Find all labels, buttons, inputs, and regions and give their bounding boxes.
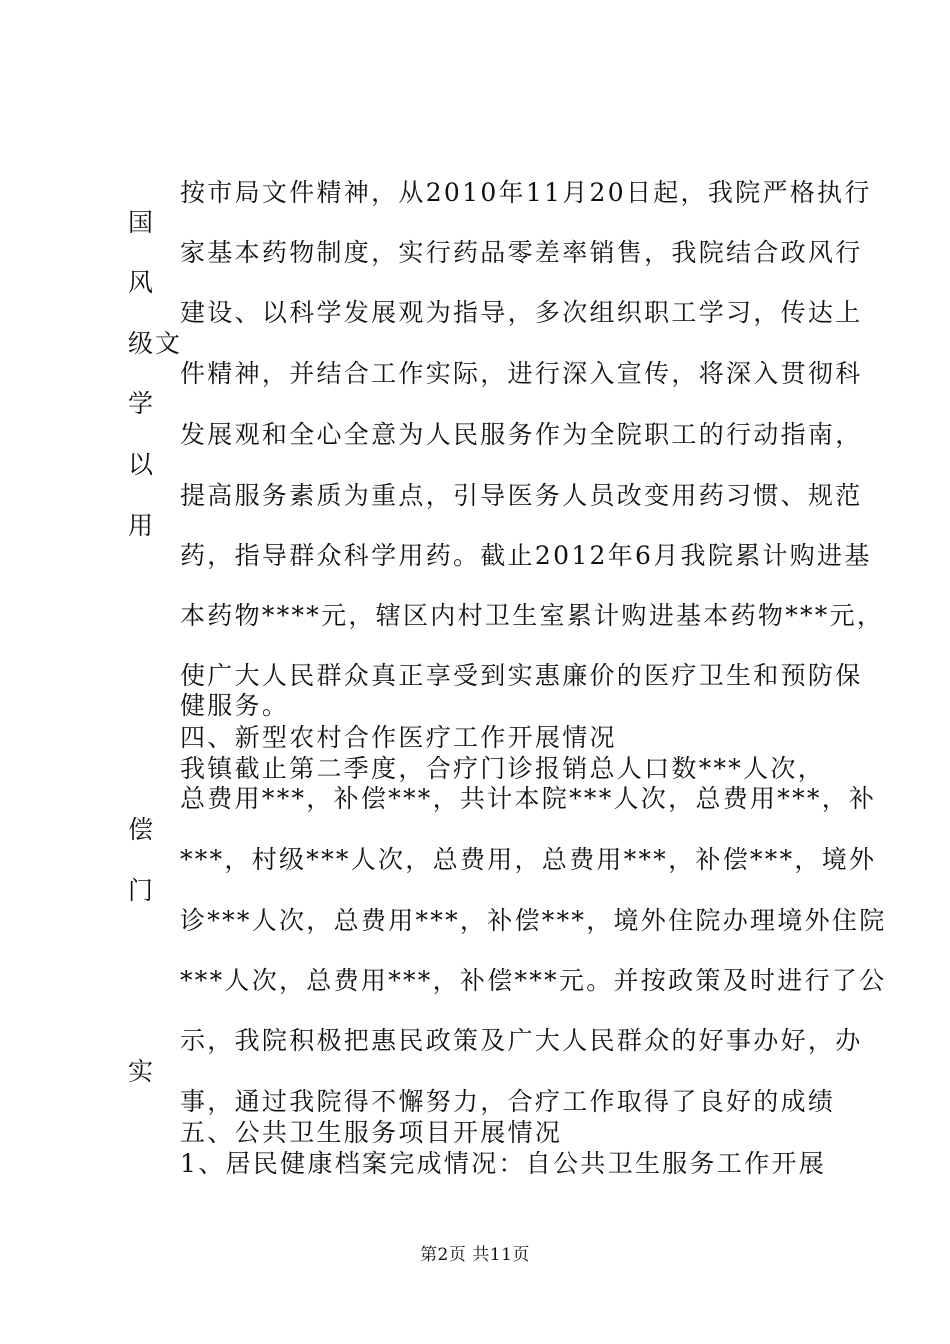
body-text-line: 发展观和全心全意为人民服务作为全院职工的行动指南，	[180, 420, 863, 449]
body-text-line: 偿	[128, 815, 156, 844]
body-text-line: 建设、以科学发展观为指导，多次组织职工学习，传达上	[180, 298, 863, 327]
body-text-line: 1、居民健康档案完成情况：自公共卫生服务工作开展	[180, 1149, 827, 1178]
body-text-line: 件精神，并结合工作实际，进行深入宣传，将深入贯彻科	[180, 359, 863, 388]
body-text-line: 按市局文件精神，从2010年11月20日起，我院严格执行	[180, 178, 872, 207]
body-text-line: ***，村级***人次，总费用，总费用***，补偿***，境外	[180, 845, 877, 874]
body-text-line: 诊***人次，总费用***，补偿***，境外住院办理境外住院	[180, 906, 887, 935]
body-text-line: 国	[128, 208, 156, 237]
body-text-line: 使广大人民群众真正享受到实惠廉价的医疗卫生和预防保	[180, 661, 863, 690]
body-text-line: 学	[128, 389, 156, 418]
body-text-line: 总费用***，补偿***，共计本院***人次，总费用***，补	[180, 784, 877, 813]
body-text-line: 级文	[128, 329, 183, 358]
body-text-line: 以	[128, 450, 156, 479]
body-text-line: 健服务。	[180, 691, 290, 720]
body-text-line: 我镇截止第二季度，合疗门诊报销总人口数***人次，	[180, 754, 826, 783]
section-heading: 五、公共卫生服务项目开展情况	[180, 1118, 563, 1147]
body-text-line: 门	[128, 876, 156, 905]
body-text-line: 药，指导群众科学用药。截止2012年6月我院累计购进基	[180, 541, 872, 570]
body-text-line: 风	[128, 268, 156, 297]
body-text-line: 事，通过我院得不懈努力，合疗工作取得了良好的成绩	[180, 1087, 836, 1116]
body-text-line: 本药物****元，辖区内村卫生室累计购进基本药物***元，	[180, 601, 885, 630]
body-text-line: 提高服务素质为重点，引导医务人员改变用药习惯、规范	[180, 481, 863, 510]
body-text-line: ***人次，总费用***，补偿***元。并按政策及时进行了公	[180, 966, 887, 995]
page-number-footer: 第2页 共11页	[420, 1245, 530, 1265]
body-text-line: 示，我院积极把惠民政策及广大人民群众的好事办好，办	[180, 1026, 863, 1055]
body-text-line: 用	[128, 511, 156, 540]
section-heading: 四、新型农村合作医疗工作开展情况	[180, 723, 617, 752]
body-text-line: 家基本药物制度，实行药品零差率销售，我院结合政风行	[180, 238, 863, 267]
body-text-line: 实	[128, 1057, 156, 1086]
